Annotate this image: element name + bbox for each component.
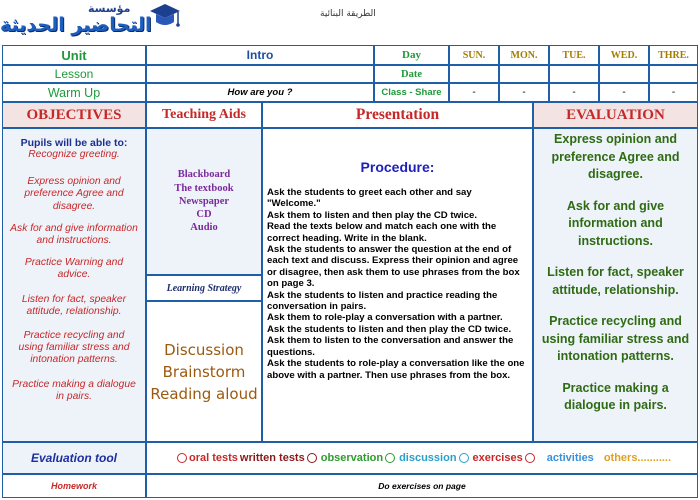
logo-top-text: مؤسسة (88, 2, 131, 15)
evaluation-tool-label: activities (546, 452, 594, 464)
day-label: Day (374, 45, 449, 65)
procedure-step: Ask the students to listen and practice reading the conversation in pairs. (267, 289, 498, 313)
procedure-step: Ask the students to answer the question at the end of each text and discuss. Express their opinion and agree or disagree, then ask them to use phrases from the box on page 3. (267, 244, 520, 290)
aid-item: Audio (190, 222, 218, 234)
aid-item: Blackboard (177, 169, 231, 181)
presentation-panel (262, 128, 533, 442)
evaluation-tool-item[interactable] (473, 452, 537, 464)
homework-value: Do exercises on page (146, 474, 698, 498)
unit-value: Intro (146, 45, 374, 65)
date-thu (649, 65, 698, 83)
class-share-label: Class - Share (374, 83, 449, 102)
day-wed: WED. (599, 45, 649, 65)
warmup-label: Warm Up (2, 83, 146, 102)
date-tue (549, 65, 599, 83)
day-mon: MON. (499, 45, 549, 65)
evaluation-item: Listen for fact, speaker attitude, relationship. (547, 265, 684, 297)
warmup-value: How are you ? (146, 83, 374, 102)
procedure-step: Ask the students to greet each other and say "Welcome." (267, 187, 472, 210)
evaluation-tool-item[interactable] (240, 452, 319, 464)
objective-item: Practice recycling and using familiar stress and intonation patterns. (18, 330, 130, 366)
share-thu: - (649, 83, 698, 102)
evaluation-tool-item[interactable] (399, 452, 470, 464)
objective-item: Ask for and give information and instructions. (10, 222, 138, 247)
checkbox-circle-icon[interactable] (385, 453, 395, 463)
evaluation-tool-label: others........... (603, 452, 672, 464)
date-mon (499, 65, 549, 83)
teaching-aids-panel (146, 128, 262, 275)
strategy-item: Brainstorm (162, 362, 246, 381)
unit-label: Unit (2, 45, 146, 65)
procedure-step: Ask the students to listen and then play the CD twice. (267, 323, 512, 335)
evaluation-panel (533, 128, 698, 442)
date-label: Date (374, 65, 449, 83)
evaluation-item: Express opinion and preference Agree and disagree. (551, 132, 680, 181)
day-tue: TUE. (549, 45, 599, 65)
procedure-step: Ask the students to role-play a conversation like the one above with a partner. Then use phrases from the box. (267, 358, 525, 381)
logo (0, 0, 190, 42)
procedure-heading: Procedure: (360, 159, 435, 175)
homework-label: Homework (2, 474, 146, 498)
evaluation-tool-label: observation (320, 452, 384, 464)
checkbox-circle-icon[interactable] (177, 453, 187, 463)
share-sun: - (449, 83, 499, 102)
presentation-heading: Presentation (262, 102, 533, 128)
checkbox-circle-icon[interactable] (307, 453, 317, 463)
objective-item: Practice Warning and advice. (24, 257, 124, 281)
evaluation-tool-label: oral tests (189, 452, 238, 464)
procedure-step: Ask them to listen to the conversation and answer the questions. (267, 335, 514, 358)
learning-strategy-label: Learning Strategy (146, 275, 262, 301)
objective-item: Listen for fact, speaker attitude, relationship. (21, 293, 127, 317)
date-sun (449, 65, 499, 83)
aid-item: CD (196, 209, 212, 221)
evaluation-tool-item[interactable] (547, 452, 594, 464)
day-sun: SUN. (449, 45, 499, 65)
share-mon: - (499, 83, 549, 102)
learning-strategy-panel (146, 301, 262, 442)
evaluation-tool-label: discussion (399, 452, 457, 464)
evaluation-tool-label: written tests (239, 452, 305, 464)
objectives-heading: OBJECTIVES (2, 102, 146, 128)
aid-item: Newspaper (178, 195, 230, 207)
lesson-label: Lesson (2, 65, 146, 83)
procedure-step: Read the texts below and match each one with the correct heading. Write in the blank. (267, 221, 497, 244)
graduation-cap-icon (148, 2, 182, 30)
evaluation-item: Practice making a dialogue in pairs. (562, 380, 669, 412)
lesson-value (146, 65, 374, 83)
logo-main-text: التحاضير الحديثة (0, 14, 152, 36)
objective-item: Recognize greeting. (28, 149, 120, 160)
evaluation-heading: EVALUATION (533, 102, 698, 128)
teaching-aids-heading: Teaching Aids (146, 102, 262, 128)
objective-item: Practice making a dialogue in pairs. (12, 378, 136, 402)
date-wed (599, 65, 649, 83)
evaluation-tool-label: exercises (472, 452, 523, 464)
strategy-item: Discussion (164, 340, 244, 359)
evaluation-tool-label: Evaluation tool (2, 442, 146, 474)
checkbox-circle-icon[interactable] (525, 453, 535, 463)
day-thu: THRE. (649, 45, 698, 65)
page-title: الطريقة البنائية (320, 9, 376, 19)
share-wed: - (599, 83, 649, 102)
checkbox-circle-icon[interactable] (459, 453, 469, 463)
evaluation-tools-row (146, 442, 698, 474)
evaluation-item: Practice recycling and using familiar stress and intonation patterns. (541, 314, 690, 363)
evaluation-item: Ask for and give information and instructions. (566, 198, 665, 248)
objectives-intro: Pupils will be able to: (20, 137, 128, 149)
procedure-step: Ask them to role-play a conversation with a partner. (267, 312, 503, 324)
evaluation-tool-item[interactable] (321, 452, 397, 464)
aid-item: The textbook (174, 182, 234, 194)
procedure-step: Ask them to listen and then play the CD twice. (267, 209, 478, 221)
share-tue: - (549, 83, 599, 102)
evaluation-tool-item[interactable] (604, 452, 671, 464)
objectives-panel (2, 128, 146, 442)
objective-item: Express opinion and preference Agree and disagree. (24, 176, 124, 212)
strategy-item: Reading aloud (150, 384, 258, 403)
evaluation-tool-item[interactable] (175, 452, 238, 464)
